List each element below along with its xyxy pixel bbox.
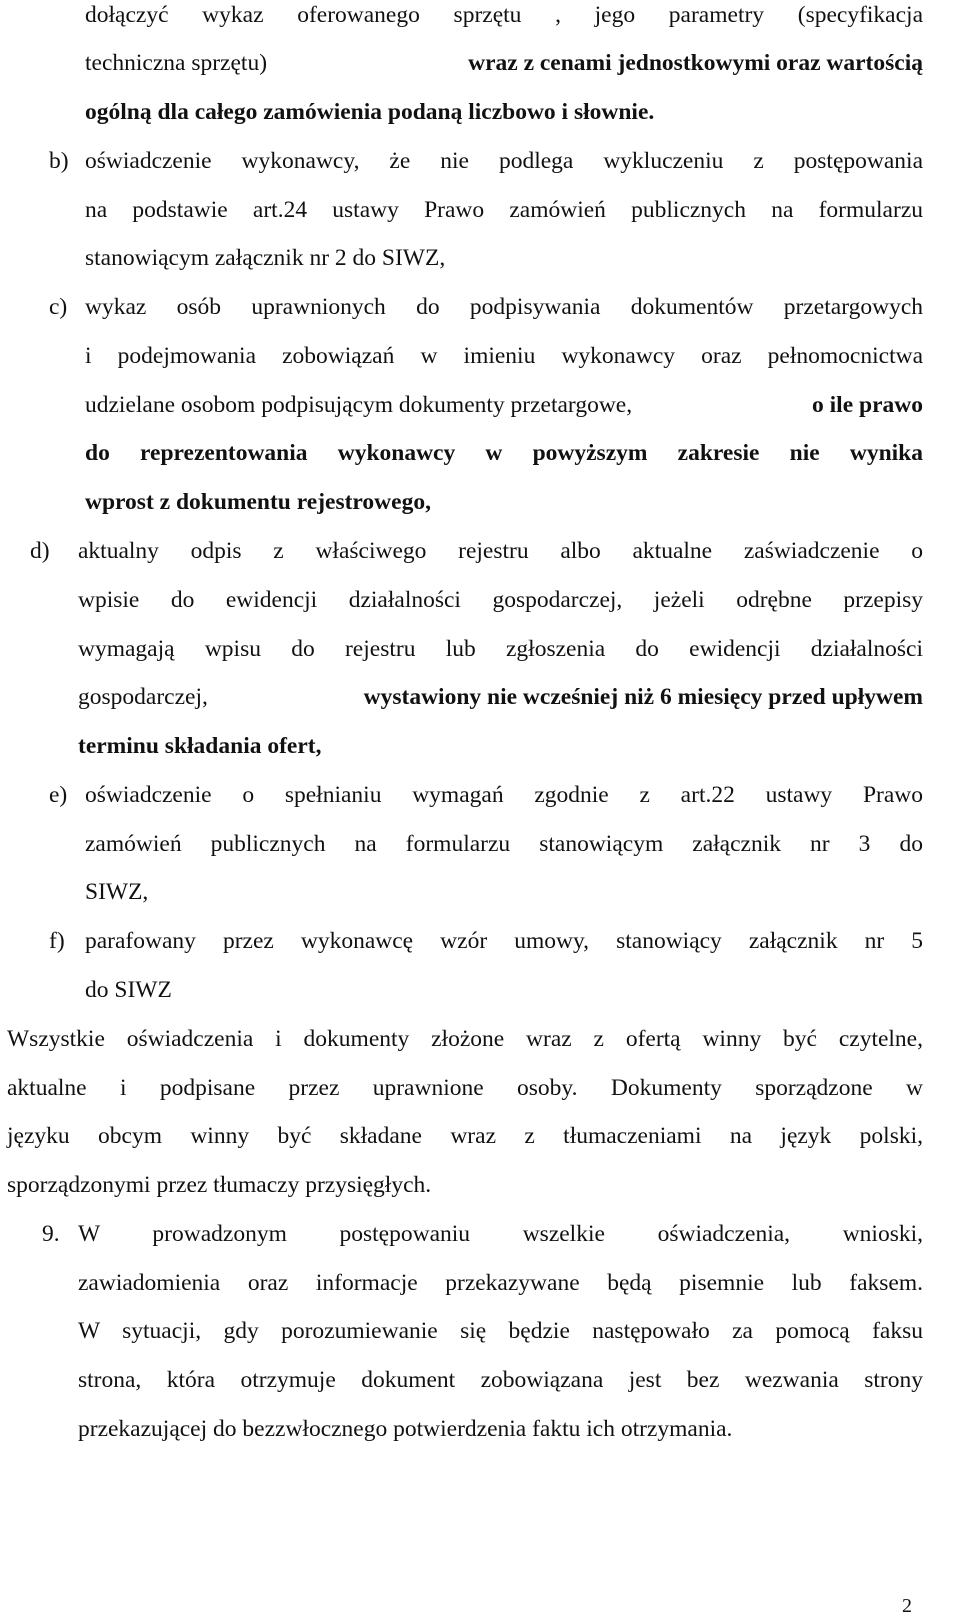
item-d-line-1: aktualny odpis z właściwego rejestru albo aktualne zaświadczenie o — [78, 538, 923, 564]
item-a-line-3: ogólną dla całego zamówienia podaną liczbowo i słownie. — [85, 99, 655, 125]
item-d-line-5: terminu składania ofert, — [78, 733, 322, 759]
item-9-label: 9. — [42, 1221, 60, 1247]
item-e-line-1: oświadczenie o spełnianiu wymagań zgodnie z art.22 ustawy Prawo — [85, 782, 923, 808]
item-9-line-5: przekazującej do bezzwłocznego potwierdzenia faktu ich otrzymania. — [78, 1416, 733, 1442]
page-number: 2 — [902, 1595, 912, 1617]
item-f-line-2: do SIWZ — [85, 977, 172, 1003]
item-e-line-3: SIWZ, — [85, 879, 149, 905]
paragraph-line-2: aktualne i podpisane przez uprawnione osoby. Dokumenty sporządzone w — [7, 1075, 923, 1101]
item-b-label: b) — [49, 148, 69, 174]
item-b-line-1: oświadczenie wykonawcy, że nie podlega wykluczeniu z postępowania — [85, 148, 923, 174]
item-d-line-4 — [78, 682, 923, 712]
paragraph-line-3: języku obcym winny być składane wraz z tłumaczeniami na język polski, — [7, 1123, 923, 1149]
item-b-line-2: na podstawie art.24 ustawy Prawo zamówień publicznych na formularzu — [85, 197, 923, 223]
item-a-line-2-bold: wraz z cenami jednostkowymi oraz wartością — [468, 50, 923, 76]
item-c-line-2: i podejmowania zobowiązań w imieniu wykonawcy oraz pełnomocnictwa — [85, 343, 923, 369]
paragraph-line-1: Wszystkie oświadczenia i dokumenty złożone wraz z ofertą winny być czytelne, — [7, 1026, 923, 1052]
item-9-line-2: zawiadomienia oraz informacje przekazywane będą pisemnie lub faksem. — [78, 1270, 923, 1296]
item-d-label: d) — [30, 538, 50, 564]
item-9-line-1: W prowadzonym postępowaniu wszelkie oświadczenia, wnioski, — [78, 1221, 923, 1247]
item-a-line-2 — [85, 48, 923, 78]
item-c-line-3 — [85, 390, 923, 420]
item-d-line-4-bold: wystawiony nie wcześniej niż 6 miesięcy przed upływem — [363, 684, 923, 710]
item-e-line-2: zamówień publicznych na formularzu stanowiącym załącznik nr 3 do — [85, 831, 923, 857]
item-c-line-3-bold: o ile prawo — [812, 392, 923, 418]
item-c-line-5: wprost z dokumentu rejestrowego, — [85, 489, 431, 515]
item-c-line-1: wykaz osób uprawnionych do podpisywania dokumentów przetargowych — [85, 294, 923, 320]
item-9-line-3: W sytuacji, gdy porozumiewanie się będzie następowało za pomocą faksu — [78, 1318, 923, 1344]
item-f-line-1: parafowany przez wykonawcę wzór umowy, stanowiący załącznik nr 5 — [85, 928, 923, 954]
item-9-line-4: strona, która otrzymuje dokument zobowiązana jest bez wezwania strony — [78, 1367, 923, 1393]
item-d-line-4-plain: gospodarczej, — [78, 684, 208, 710]
item-d-line-3: wymagają wpisu do rejestru lub zgłoszenia do ewidencji działalności — [78, 636, 923, 662]
item-b-line-3: stanowiącym załącznik nr 2 do SIWZ, — [85, 245, 446, 271]
item-d-line-2: wpisie do ewidencji działalności gospodarczej, jeżeli odrębne przepisy — [78, 587, 923, 613]
item-c-line-3-plain: udzielane osobom podpisującym dokumenty przetargowe, — [85, 392, 633, 418]
paragraph-line-4: sporządzonymi przez tłumaczy przysięgłych. — [7, 1172, 432, 1198]
item-a-line-1: dołączyć wykaz oferowanego sprzętu , jego parametry (specyfikacja — [85, 2, 923, 28]
item-c-label: c) — [49, 294, 68, 320]
item-f-label: f) — [49, 928, 65, 954]
item-a-line-2-plain: techniczna sprzętu) — [85, 50, 268, 76]
item-c-line-4: do reprezentowania wykonawcy w powyższym zakresie nie wynika — [85, 440, 923, 466]
item-e-label: e) — [49, 782, 68, 808]
